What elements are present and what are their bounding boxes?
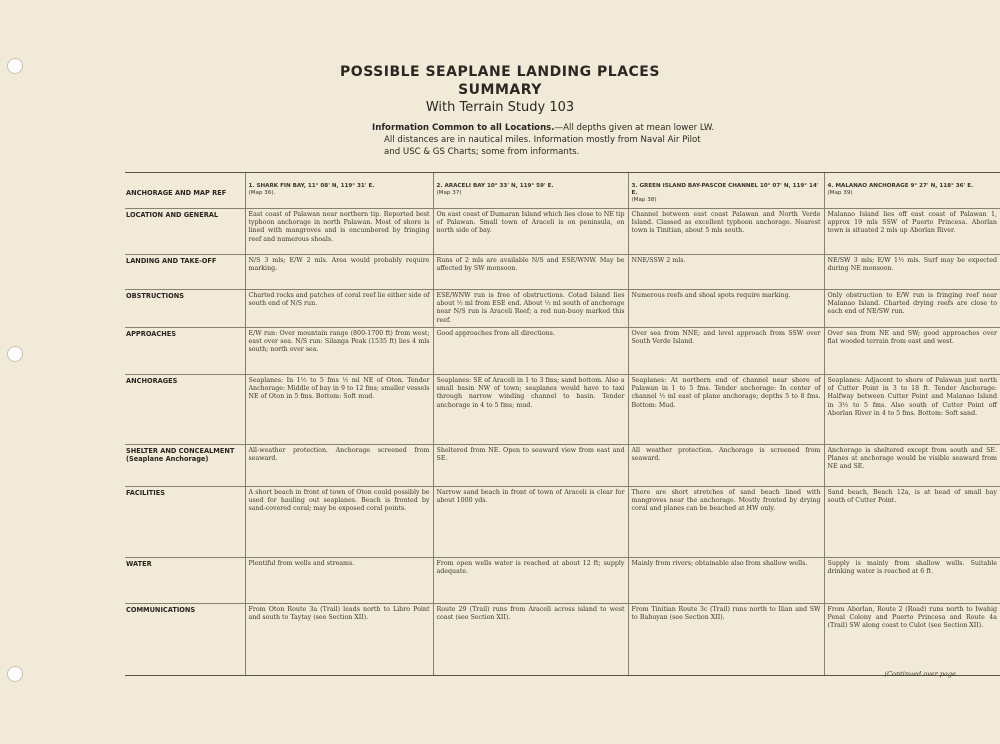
table-cell: Sheltered from NE. Open to seaward view from east and SE. [433, 445, 628, 487]
info-note-line2: All distances are in nautical miles. Information mostly from Naval Air Pilot [384, 135, 701, 145]
column-header [433, 173, 628, 209]
row-label-text: SHELTER AND CONCEALMENT [126, 447, 235, 455]
table-cell: From Oton Route 3a (Trail) leads north to Libro Point and south to Taytay (see Section XII). [245, 604, 433, 676]
info-note [372, 122, 752, 158]
column-map-ref: (Map 38) [631, 197, 657, 203]
table-cell: Only obstruction to E/W run is fringing reef near Malanao Island. Charted drying reefs are close to each end of NE/SW run. [824, 290, 1000, 328]
row-label: ANCHORAGES [125, 375, 245, 445]
column-name: 2. ARACELI BAY 10° 33' N, 119° 59' E. [436, 183, 554, 189]
table-cell: E/W run: Over mountain range (800-1700 ft) from west; east over sea. N/S run: Silanga Peak (1535 ft) lies 4 mls south; north over sea. [245, 328, 433, 375]
table-cell: All-weather protection. Anchorage screened from seaward. [245, 445, 433, 487]
table-row [125, 375, 1000, 445]
table-cell: Numerous reefs and shoal spots require marking. [628, 290, 824, 328]
header-anchorage-map-ref: ANCHORAGE AND MAP REF [125, 173, 245, 209]
table-cell: Charted rocks and patches of coral reef lie either side of south end of N/S run. [245, 290, 433, 328]
column-map-ref: (Map 37) [436, 190, 462, 196]
table-cell: Malanao Island lies off east coast of Palawan 1, approx 19 mls SSW of Puerto Princesa. Aborlan town is situated 2 mls up Aborlan River. [824, 209, 1000, 255]
table-row [125, 209, 1000, 255]
info-note-line3: and USC & GS Charts; some from informants. [384, 147, 580, 157]
table-cell: From Aborlan, Route 2 (Road) runs north to Iwahig Penal Colony and Puerto Princesa and Route 4a (Trail) SW along coast to Culot (see Section XII). [824, 604, 1000, 676]
table-row [125, 445, 1000, 487]
table-cell: East coast of Palawan near northern tip. Reported best typhoon anchorage in north Palawan. Most of shore is lined with mangroves and is encumbered by fringing reef and numerous shoals. [245, 209, 433, 255]
table-cell: From Tinitian Route 3c (Trail) runs north to Ilian and SW to Babuyan (see Section XII). [628, 604, 824, 676]
row-label: APPROACHES [125, 328, 245, 375]
table-cell: All weather protection. Anchorage is screened from seaward. [628, 445, 824, 487]
table-cell: NNE/SSW 2 mls. [628, 255, 824, 290]
continued-note: (Continued over page. [884, 670, 958, 678]
table-cell: Over sea from NE and SW; good approaches over flat wooded terrain from east and west. [824, 328, 1000, 375]
table-cell: There are short stretches of sand beach lined with mangroves near the anchorage. Mostly fronted by drying coral and planes can be beached at HW only. [628, 487, 824, 558]
table-cell: NE/SW 3 mls; E/W 1½ mls. Surf may be expected during NE monsoon. [824, 255, 1000, 290]
table-cell: Good approaches from all directions. [433, 328, 628, 375]
table-row [125, 328, 1000, 375]
page-title: POSSIBLE SEAPLANE LANDING PLACES [340, 64, 660, 80]
table-cell: Sand beach, Beach 12a, is at head of small bay south of Cutter Point. [824, 487, 1000, 558]
table-row [125, 487, 1000, 558]
column-name: 4. MALANAO ANCHORAGE 9° 27' N, 118° 36' E. [827, 183, 974, 189]
table-cell: Plentiful from wells and streams. [245, 558, 433, 604]
row-label [125, 445, 245, 487]
table-cell: Mainly from rivers; obtainable also from shallow wells. [628, 558, 824, 604]
table-cell: N/S 3 mls; E/W 2 mls. Area would probably require marking. [245, 255, 433, 290]
row-sublabel: (Seaplane Anchorage) [126, 455, 209, 463]
column-header [628, 173, 824, 209]
info-note-lead: Information Common to all Locations. [372, 123, 555, 133]
table-cell: Over sea from NNE; and level approach from SSW over South Verde Island. [628, 328, 824, 375]
table-row [125, 290, 1000, 328]
table-cell: Seaplanes: SE of Araceli in 1 to 3 fms; sand bottom. Also a small basin NW of town; seaplanes would have to taxi through narrow winding channel to basin. Tender anchorage in 4 to 5 fms; mud. [433, 375, 628, 445]
summary-table [125, 172, 1000, 676]
table-row [125, 558, 1000, 604]
punch-hole [7, 346, 23, 362]
table-cell: Anchorage is sheltered except from south and SE. Planes at anchorage would be visible seaward from NE and SE. [824, 445, 1000, 487]
column-name: 3. GREEN ISLAND BAY-PASCOE CHANNEL 10° 07' N, 119° 14' E. [631, 183, 819, 196]
table-cell: Channel between east coast Palawan and North Verde Island. Classed as excellent typhoon anchorage. Nearest town is Tinitian, about 5 mls south. [628, 209, 824, 255]
row-label: OBSTRUCTIONS [125, 290, 245, 328]
table-cell: A short beach in front of town of Oton could possibly be used for hauling out seaplanes. Beach is fronted by sand-covered coral; may be exposed coral points. [245, 487, 433, 558]
table-cell: Seaplanes: In 1½ to 5 fms ½ ml NE of Oton. Tender Anchorage: Middle of bay in 9 to 12 fms; smaller vessels NE of Oton in 5 fms. Bottom: Soft mud. [245, 375, 433, 445]
column-header [824, 173, 1000, 209]
column-map-ref: (Map 39) [827, 190, 853, 196]
row-label: LANDING AND TAKE-OFF [125, 255, 245, 290]
row-label: FACILITIES [125, 487, 245, 558]
table-cell: From open wells water is reached at about 12 ft; supply adequate. [433, 558, 628, 604]
row-label: COMMUNICATIONS [125, 604, 245, 676]
table-cell: Seaplanes: Adjacent to shore of Palawan just north of Cutter Point in 3 to 18 ft. Tender Anchorage: Halfway between Cutter Point and Malanao Island in 3½ to 5 fms. Also south of Cutter Point off Aborlan River in 4 to 5 fms. Bottom: Soft sand. [824, 375, 1000, 445]
table-row [125, 255, 1000, 290]
table-row [125, 604, 1000, 676]
table-cell: Runs of 2 mls are available N/S and ESE/WNW. May be affected by SW monsoon. [433, 255, 628, 290]
table-cell: ESE/WNW run is free of obstructions. Cotad Island lies about ½ ml from ESE end. About ½ ml south of anchorage near N/S run is Araceli Reef; a red nun-buoy marked this reef. [433, 290, 628, 328]
table-cell: Supply is mainly from shallow wells. Suitable drinking water is reached at 6 ft. [824, 558, 1000, 604]
row-label: LOCATION AND GENERAL [125, 209, 245, 255]
info-note-text: —All depths given at mean lower LW. [554, 123, 715, 133]
column-map-ref: (Map 36). [248, 190, 276, 196]
column-name: 1. SHARK FIN BAY, 11° 08' N, 119° 31' E. [248, 183, 375, 189]
table-cell: Seaplanes: At northern end of channel near shore of Palawan in 1 to 5 fms. Tender anchorage: In center of channel ½ ml east of plane anchorage; depths 5 to 8 fms. Bottom: Mud. [628, 375, 824, 445]
table-cell: Route 29 (Trail) runs from Araceli across island to west coast (see Section XII). [433, 604, 628, 676]
table-header-row [125, 173, 1000, 209]
punch-hole [7, 666, 23, 682]
row-label: WATER [125, 558, 245, 604]
page-subtitle: SUMMARY [458, 82, 542, 98]
table-cell: On east coast of Dumaran Island which lies close to NE tip of Palawan. Small town of Araceli is on peninsula, on north side of bay. [433, 209, 628, 255]
table-cell: Narrow sand beach in front of town of Araceli is clear for about 1000 yds. [433, 487, 628, 558]
column-header [245, 173, 433, 209]
terrain-study-line: With Terrain Study 103 [425, 100, 575, 115]
